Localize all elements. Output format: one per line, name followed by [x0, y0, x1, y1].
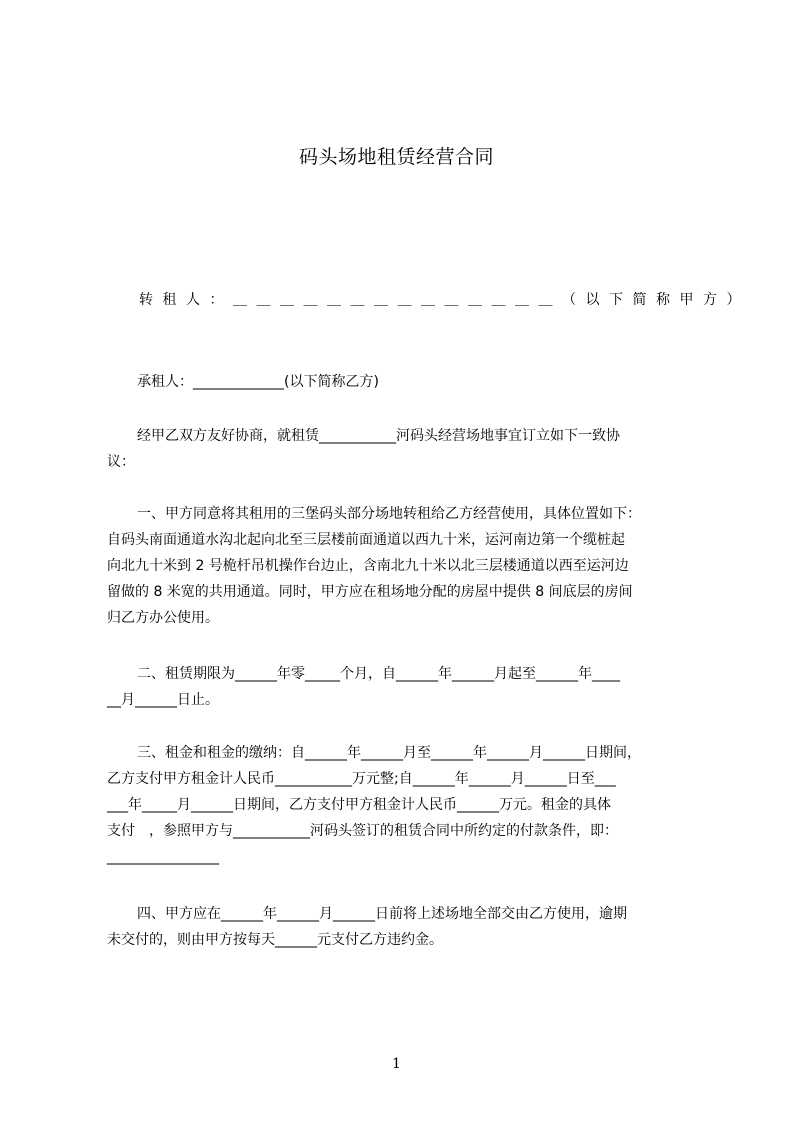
preamble-paragraph [107, 423, 703, 475]
clause-2-paragraph [107, 661, 703, 713]
paragraph-line: 经甲乙双方友好协商，就租赁___________河码头经营场地事宜订立如下一致协 [137, 428, 620, 444]
paragraph-line: 一、甲方同意将其租用的三堡码头部分场地转租给乙方经营使用，具体位置如下： [137, 506, 641, 522]
paragraph-line: 四、甲方应在______年______月______日前将上述场地全部交由乙方使用，逾期 [137, 906, 627, 922]
paragraph-line: 三、租金和租金的缴纳：自______年______月至______年______月______日期间， [137, 745, 641, 761]
clause-1-paragraph [107, 501, 703, 631]
document-title: 码头场地租赁经营合同 [298, 146, 494, 168]
paragraph-line: 二、租赁期限为______年零_____个月，自______年______月起至______年____ [137, 666, 620, 682]
paragraph-line: 自码头南面通道水沟北起向北至三层楼前面通道以西九十米，运河南边第一个缆桩起 [107, 532, 625, 548]
page-number: 1 [392, 1056, 401, 1072]
paragraph-line: 向北九十米到 2 号桅杆吊机操作台边止，含南北九十米以北三层楼通道以西至运河边 [107, 558, 629, 574]
clause-3-paragraph [107, 740, 703, 870]
paragraph-line: 归乙方办公使用。 [107, 610, 219, 626]
paragraph-line: 议： [107, 454, 135, 470]
paragraph-line: ___年_____月______日期间，乙方支付甲方租金计人民币______万元。租金的具体 [107, 797, 611, 813]
paragraph-line: 乙方支付甲方租金计人民币___________万元整;自______年______月______日至___ [107, 771, 616, 787]
clause-4-paragraph [107, 901, 703, 953]
paragraph-line: 支付 ，参照甲方与___________河码头签订的租赁合同中所约定的付款条件，即： [107, 823, 618, 839]
paragraph-line: __月______日止。 [107, 692, 219, 708]
party-b-line: 承租人：_____________(以下简称乙方) [137, 374, 379, 390]
party-a-line: 转租人：＿＿＿＿＿＿＿＿＿＿＿＿＿＿（以下简称甲方） [139, 292, 750, 308]
paragraph-line: 留做的 8 米宽的共用通道。同时，甲方应在租场地分配的房屋中提供 8 间底层的房间 [107, 584, 633, 600]
paragraph-line: ________________ [107, 849, 219, 865]
paragraph-line: 未交付的，则由甲方按每天______元支付乙方违约金。 [107, 932, 443, 948]
